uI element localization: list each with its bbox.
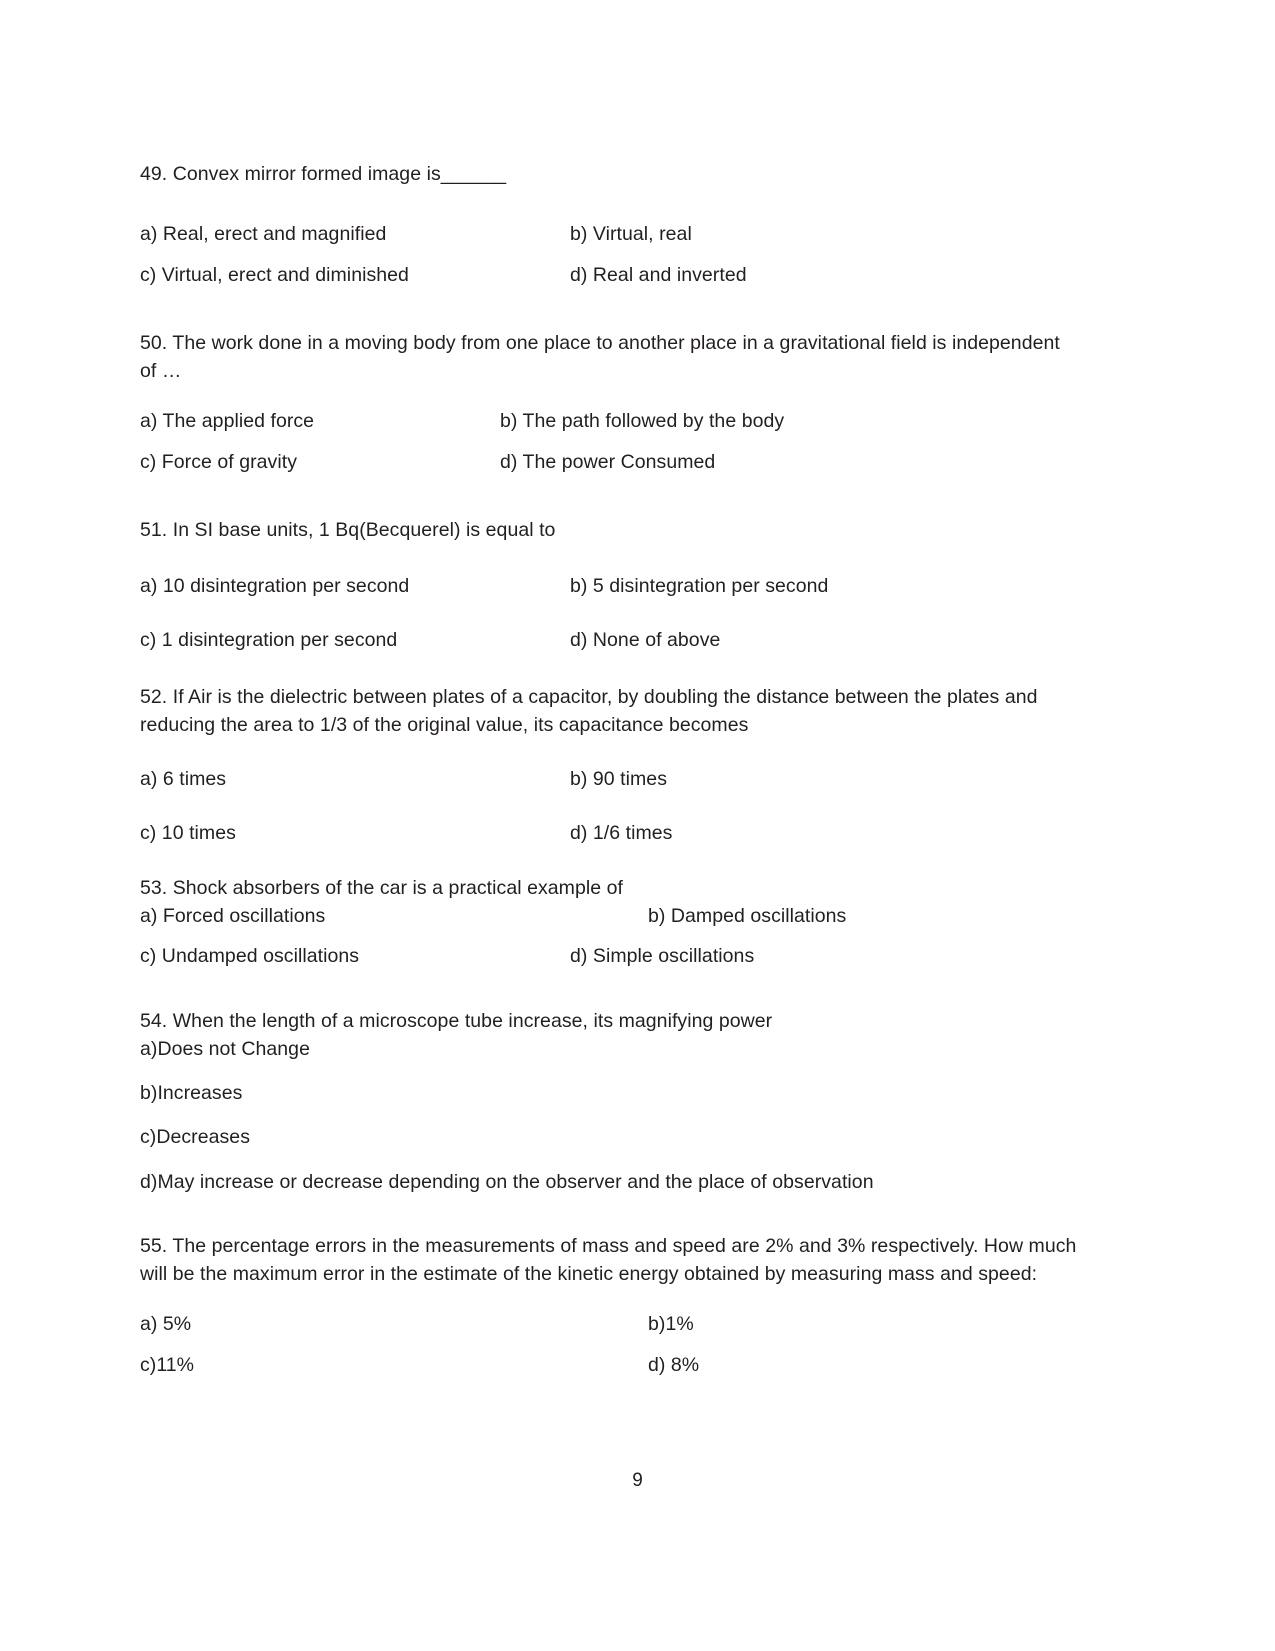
question-51-option-d: d) None of above [570, 629, 721, 652]
question-53-option-b: b) Damped oscillations [648, 904, 847, 927]
question-50-options-row-1 [140, 407, 1080, 435]
question-49-options-row-1 [140, 220, 1080, 248]
question-53-option-c: c) Undamped oscillations [140, 945, 360, 968]
question-49-options-row-2 [140, 261, 1080, 289]
question-49-stem: 49. Convex mirror formed image is______ [140, 163, 507, 185]
question-50-option-b: b) The path followed by the body [500, 410, 785, 433]
question-53-options-row-2 [140, 942, 1080, 970]
question-50 [140, 329, 1080, 476]
question-49-option-a: a) Real, erect and magnified [140, 223, 387, 246]
question-list [140, 160, 1080, 1379]
question-53-option-a: a) Forced oscillations [140, 904, 326, 927]
question-52-options-row-1 [140, 765, 1080, 793]
question-55-option-d: d) 8% [648, 1353, 700, 1376]
question-52-option-d: d) 1/6 times [570, 822, 673, 845]
question-54-stem: 54. When the length of a microscope tube increase, its magnifying power [140, 1009, 773, 1032]
question-54-option-a: a)Does not Change [140, 1037, 310, 1060]
question-50-options-row-2 [140, 448, 1080, 476]
question-50-option-a: a) The applied force [140, 410, 315, 433]
question-54-option-b: b)Increases [140, 1082, 243, 1105]
question-51 [140, 516, 1080, 655]
question-51-stem: 51. In SI base units, 1 Bq(Becquerel) is equal to [140, 518, 556, 541]
question-55-option-a: a) 5% [140, 1313, 192, 1336]
question-49-option-b: b) Virtual, real [570, 223, 692, 246]
page-number: 9 [632, 1470, 643, 1491]
question-54-option-c: c)Decreases [140, 1126, 250, 1149]
question-55-options-row-1 [140, 1310, 1080, 1338]
question-51-option-c: c) 1 disintegration per second [140, 629, 398, 652]
question-51-option-a: a) 10 disintegration per second [140, 575, 410, 598]
question-55 [140, 1232, 1080, 1379]
question-50-option-d: d) The power Consumed [500, 450, 716, 473]
question-55-option-c: c)11% [140, 1353, 195, 1376]
question-53-options-row-1 [140, 902, 1080, 930]
question-52-option-a: a) 6 times [140, 768, 227, 791]
question-55-stem: 55. The percentage errors in the measurements of mass and speed are 2% and 3% respectively. How much will be the maximum error in the estimate of the kinetic energy obtained by measuring mass and speed: [140, 1234, 1077, 1286]
question-49-option-c: c) Virtual, erect and diminished [140, 263, 409, 286]
question-54 [140, 1007, 1080, 1196]
question-52-options-row-2 [140, 819, 1080, 847]
question-53-stem: 53. Shock absorbers of the car is a practical example of [140, 876, 623, 899]
question-52-option-b: b) 90 times [570, 768, 668, 791]
question-53 [140, 874, 1080, 971]
question-52-option-c: c) 10 times [140, 822, 236, 845]
question-53-option-d: d) Simple oscillations [570, 945, 755, 968]
question-51-options-row-1 [140, 572, 1080, 600]
question-52-stem: 52. If Air is the dielectric between plates of a capacitor, by doubling the distance between the plates and reducing the area to 1/3 of the original value, its capacitance becomes [140, 685, 1038, 736]
question-51-option-b: b) 5 disintegration per second [570, 575, 829, 598]
question-55-option-b: b)1% [648, 1313, 694, 1336]
question-50-stem: 50. The work done in a moving body from one place to another place in a gravitational field is independent of … [140, 331, 1060, 383]
question-55-options-row-2 [140, 1351, 1080, 1379]
question-49 [140, 160, 1080, 289]
question-50-option-c: c) Force of gravity [140, 450, 297, 473]
question-49-option-d: d) Real and inverted [570, 263, 747, 286]
question-54-option-d: d)May increase or decrease depending on the observer and the place of observation [140, 1170, 874, 1193]
question-51-options-row-2 [140, 626, 1080, 654]
question-52 [140, 683, 1080, 848]
